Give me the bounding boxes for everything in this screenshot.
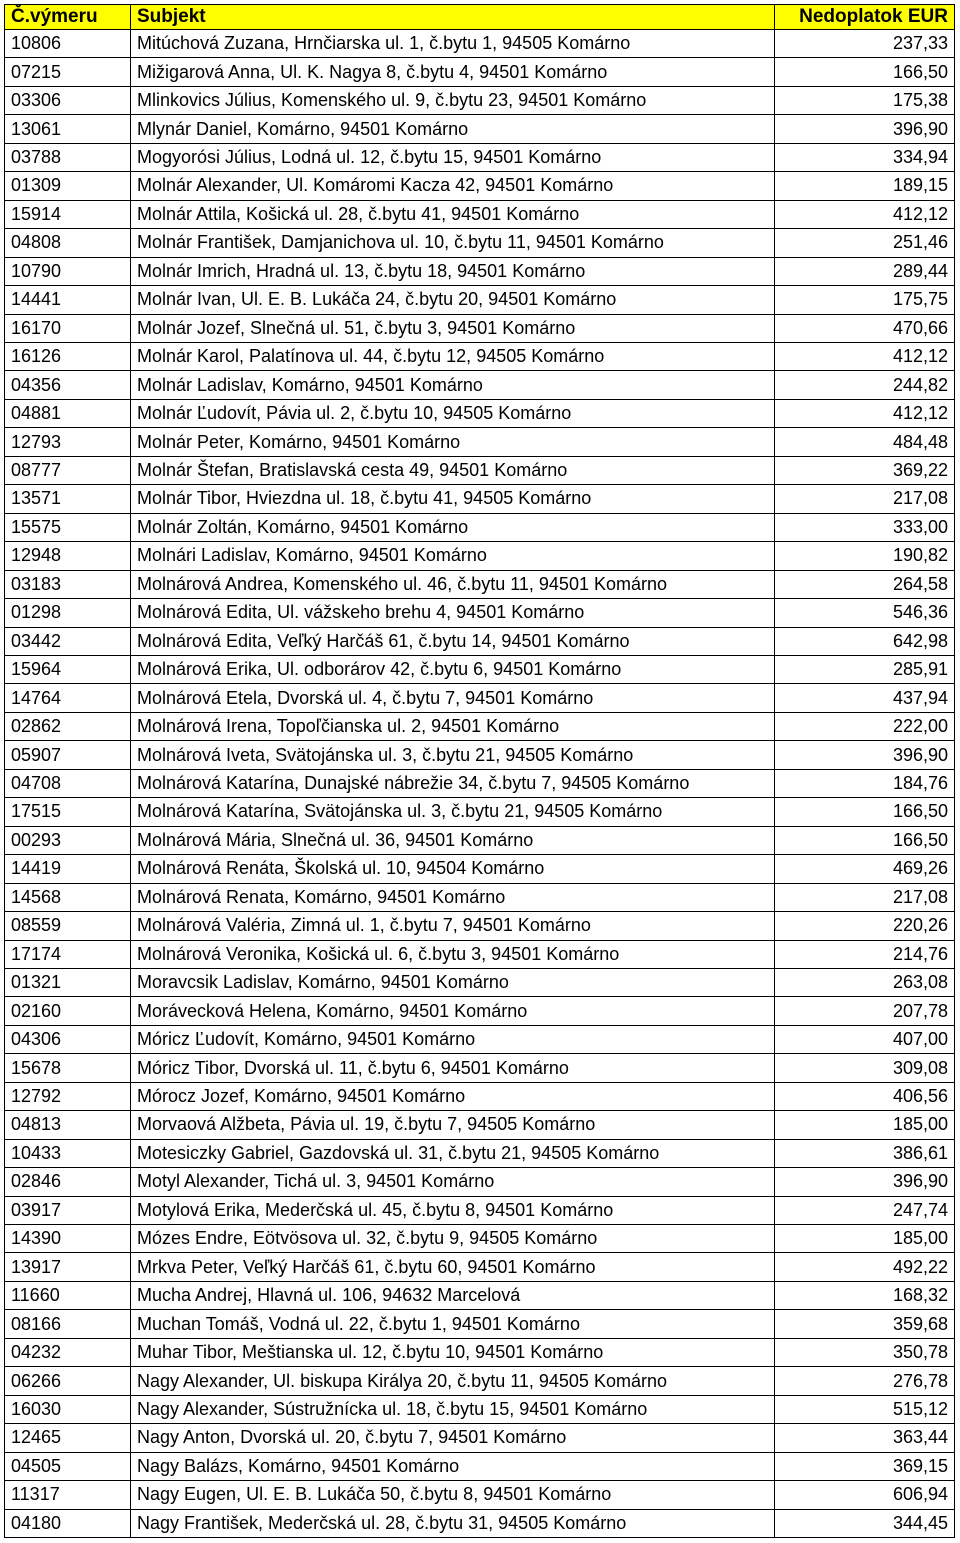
row-subject: Motylová Erika, Mederčská ul. 45, č.bytu 8, 94501 Komárno <box>131 1196 775 1224</box>
row-subject: Móricz Tibor, Dvorská ul. 11, č.bytu 6, 94501 Komárno <box>131 1054 775 1082</box>
row-id: 12792 <box>5 1082 131 1110</box>
row-id: 11660 <box>5 1281 131 1309</box>
row-subject: Mózes Endre, Eötvösova ul. 32, č.bytu 9, 94505 Komárno <box>131 1225 775 1253</box>
table-row <box>5 769 955 797</box>
row-id: 00293 <box>5 826 131 854</box>
row-amount: 168,32 <box>775 1281 955 1309</box>
row-subject: Molnár Štefan, Bratislavská cesta 49, 94501 Komárno <box>131 456 775 484</box>
table-row <box>5 1310 955 1338</box>
row-id: 15575 <box>5 513 131 541</box>
row-subject: Molnárová Irena, Topoľčianska ul. 2, 94501 Komárno <box>131 712 775 740</box>
row-id: 01321 <box>5 968 131 996</box>
table-row <box>5 627 955 655</box>
table-row <box>5 143 955 171</box>
row-amount: 407,00 <box>775 1025 955 1053</box>
row-subject: Molnárová Renáta, Školská ul. 10, 94504 Komárno <box>131 855 775 883</box>
row-id: 08559 <box>5 912 131 940</box>
header-row <box>5 5 955 30</box>
row-amount: 369,15 <box>775 1452 955 1480</box>
row-id: 08777 <box>5 456 131 484</box>
row-subject: Molnárová Erika, Ul. odborárov 42, č.bytu 6, 94501 Komárno <box>131 655 775 683</box>
row-subject: Nagy Balázs, Komárno, 94501 Komárno <box>131 1452 775 1480</box>
table-row <box>5 1253 955 1281</box>
row-subject: Nagy František, Mederčská ul. 28, č.bytu 31, 94505 Komárno <box>131 1509 775 1537</box>
row-id: 08166 <box>5 1310 131 1338</box>
row-id: 04505 <box>5 1452 131 1480</box>
row-subject: Molnár Imrich, Hradná ul. 13, č.bytu 18, 94501 Komárno <box>131 257 775 285</box>
row-amount: 185,00 <box>775 1111 955 1139</box>
row-amount: 263,08 <box>775 968 955 996</box>
table-row <box>5 599 955 627</box>
row-amount: 333,00 <box>775 513 955 541</box>
row-id: 04881 <box>5 399 131 427</box>
row-amount: 276,78 <box>775 1367 955 1395</box>
table-row <box>5 655 955 683</box>
row-amount: 437,94 <box>775 684 955 712</box>
row-id: 13917 <box>5 1253 131 1281</box>
table-row <box>5 456 955 484</box>
row-subject: Molnárová Valéria, Zimná ul. 1, č.bytu 7, 94501 Komárno <box>131 912 775 940</box>
table-row <box>5 883 955 911</box>
header-subject: Subjekt <box>131 5 775 30</box>
row-subject: Mižigarová Anna, Ul. K. Nagya 8, č.bytu 4, 94501 Komárno <box>131 58 775 86</box>
row-amount: 214,76 <box>775 940 955 968</box>
row-amount: 264,58 <box>775 570 955 598</box>
row-amount: 189,15 <box>775 172 955 200</box>
row-subject: Muchan Tomáš, Vodná ul. 22, č.bytu 1, 94501 Komárno <box>131 1310 775 1338</box>
table-row <box>5 1367 955 1395</box>
row-subject: Motyl Alexander, Tichá ul. 3, 94501 Komárno <box>131 1168 775 1196</box>
row-id: 10433 <box>5 1139 131 1167</box>
table-row <box>5 1338 955 1366</box>
row-amount: 190,82 <box>775 542 955 570</box>
row-subject: Molnárová Renata, Komárno, 94501 Komárno <box>131 883 775 911</box>
arrears-table <box>4 4 955 1538</box>
row-amount: 344,45 <box>775 1509 955 1537</box>
row-subject: Mórocz Jozef, Komárno, 94501 Komárno <box>131 1082 775 1110</box>
row-subject: Moravcsik Ladislav, Komárno, 94501 Komárno <box>131 968 775 996</box>
table-row <box>5 997 955 1025</box>
row-subject: Molnár Ladislav, Komárno, 94501 Komárno <box>131 371 775 399</box>
table-row <box>5 229 955 257</box>
row-amount: 244,82 <box>775 371 955 399</box>
row-amount: 606,94 <box>775 1481 955 1509</box>
row-amount: 363,44 <box>775 1424 955 1452</box>
row-subject: Molnárová Mária, Slnečná ul. 36, 94501 Komárno <box>131 826 775 854</box>
table-row <box>5 1196 955 1224</box>
row-amount: 220,26 <box>775 912 955 940</box>
row-amount: 470,66 <box>775 314 955 342</box>
row-amount: 406,56 <box>775 1082 955 1110</box>
table-row <box>5 968 955 996</box>
row-subject: Molnárová Andrea, Komenského ul. 46, č.bytu 11, 94501 Komárno <box>131 570 775 598</box>
row-id: 11317 <box>5 1481 131 1509</box>
row-id: 14568 <box>5 883 131 911</box>
table-row <box>5 58 955 86</box>
table-row <box>5 1054 955 1082</box>
row-id: 06266 <box>5 1367 131 1395</box>
row-subject: Morvaová Alžbeta, Pávia ul. 19, č.bytu 7, 94505 Komárno <box>131 1111 775 1139</box>
row-amount: 359,68 <box>775 1310 955 1338</box>
row-subject: Motesiczky Gabriel, Gazdovská ul. 31, č.bytu 21, 94505 Komárno <box>131 1139 775 1167</box>
row-id: 13061 <box>5 115 131 143</box>
row-subject: Molnárová Etela, Dvorská ul. 4, č.bytu 7, 94501 Komárno <box>131 684 775 712</box>
row-subject: Nagy Anton, Dvorská ul. 20, č.bytu 7, 94501 Komárno <box>131 1424 775 1452</box>
row-amount: 175,38 <box>775 86 955 114</box>
table-row <box>5 115 955 143</box>
row-id: 01298 <box>5 599 131 627</box>
table-row <box>5 1082 955 1110</box>
table-row <box>5 1424 955 1452</box>
row-amount: 412,12 <box>775 342 955 370</box>
table-row <box>5 172 955 200</box>
row-amount: 237,33 <box>775 30 955 58</box>
row-amount: 247,74 <box>775 1196 955 1224</box>
row-id: 10806 <box>5 30 131 58</box>
table-row <box>5 1509 955 1537</box>
row-amount: 184,76 <box>775 769 955 797</box>
row-amount: 412,12 <box>775 200 955 228</box>
table-row <box>5 1168 955 1196</box>
row-id: 03306 <box>5 86 131 114</box>
row-amount: 289,44 <box>775 257 955 285</box>
row-id: 13571 <box>5 485 131 513</box>
row-amount: 515,12 <box>775 1395 955 1423</box>
table-row <box>5 30 955 58</box>
row-amount: 207,78 <box>775 997 955 1025</box>
table-row <box>5 1111 955 1139</box>
row-subject: Molnár Peter, Komárno, 94501 Komárno <box>131 428 775 456</box>
table-row <box>5 314 955 342</box>
row-id: 07215 <box>5 58 131 86</box>
table-header <box>5 5 955 30</box>
row-id: 03442 <box>5 627 131 655</box>
row-subject: Molnár Ivan, Ul. E. B. Lukáča 24, č.bytu 20, 94501 Komárno <box>131 286 775 314</box>
row-amount: 175,75 <box>775 286 955 314</box>
row-subject: Mlynár Daniel, Komárno, 94501 Komárno <box>131 115 775 143</box>
row-id: 15964 <box>5 655 131 683</box>
row-subject: Molnári Ladislav, Komárno, 94501 Komárno <box>131 542 775 570</box>
row-id: 14764 <box>5 684 131 712</box>
row-amount: 185,00 <box>775 1225 955 1253</box>
row-id: 14419 <box>5 855 131 883</box>
row-subject: Mogyorósi Július, Lodná ul. 12, č.bytu 15, 94501 Komárno <box>131 143 775 171</box>
table-row <box>5 371 955 399</box>
row-amount: 396,90 <box>775 741 955 769</box>
row-subject: Molnár Karol, Palatínova ul. 44, č.bytu 12, 94505 Komárno <box>131 342 775 370</box>
row-subject: Mitúchová Zuzana, Hrnčiarska ul. 1, č.bytu 1, 94505 Komárno <box>131 30 775 58</box>
row-amount: 484,48 <box>775 428 955 456</box>
row-amount: 285,91 <box>775 655 955 683</box>
table-row <box>5 940 955 968</box>
table-row <box>5 286 955 314</box>
table-row <box>5 1139 955 1167</box>
row-subject: Morávecková Helena, Komárno, 94501 Komárno <box>131 997 775 1025</box>
table-row <box>5 826 955 854</box>
row-id: 16126 <box>5 342 131 370</box>
table-row <box>5 1281 955 1309</box>
row-amount: 546,36 <box>775 599 955 627</box>
arrears-sheet <box>4 4 955 1538</box>
table-row <box>5 1395 955 1423</box>
row-subject: Nagy Alexander, Sústružnícka ul. 18, č.bytu 15, 94501 Komárno <box>131 1395 775 1423</box>
row-subject: Molnár František, Damjanichova ul. 10, č.bytu 11, 94501 Komárno <box>131 229 775 257</box>
row-id: 04306 <box>5 1025 131 1053</box>
row-id: 04808 <box>5 229 131 257</box>
row-subject: Molnár Alexander, Ul. Komáromi Kacza 42, 94501 Komárno <box>131 172 775 200</box>
row-subject: Molnárová Katarína, Svätojánska ul. 3, č.bytu 21, 94505 Komárno <box>131 798 775 826</box>
row-subject: Móricz Ľudovít, Komárno, 94501 Komárno <box>131 1025 775 1053</box>
row-amount: 166,50 <box>775 826 955 854</box>
table-body <box>5 30 955 1538</box>
row-amount: 334,94 <box>775 143 955 171</box>
table-row <box>5 86 955 114</box>
row-amount: 412,12 <box>775 399 955 427</box>
row-amount: 166,50 <box>775 798 955 826</box>
row-id: 17174 <box>5 940 131 968</box>
row-subject: Nagy Alexander, Ul. biskupa Királya 20, č.bytu 11, 94505 Komárno <box>131 1367 775 1395</box>
row-amount: 217,08 <box>775 485 955 513</box>
row-amount: 309,08 <box>775 1054 955 1082</box>
row-id: 17515 <box>5 798 131 826</box>
row-id: 15678 <box>5 1054 131 1082</box>
table-row <box>5 399 955 427</box>
row-amount: 386,61 <box>775 1139 955 1167</box>
table-row <box>5 1225 955 1253</box>
row-id: 04708 <box>5 769 131 797</box>
row-subject: Muhar Tibor, Meštianska ul. 12, č.bytu 10, 94501 Komárno <box>131 1338 775 1366</box>
row-id: 12948 <box>5 542 131 570</box>
row-id: 16030 <box>5 1395 131 1423</box>
row-id: 03183 <box>5 570 131 598</box>
row-id: 01309 <box>5 172 131 200</box>
row-amount: 251,46 <box>775 229 955 257</box>
header-id: Č.výmeru <box>5 5 131 30</box>
row-amount: 492,22 <box>775 1253 955 1281</box>
row-subject: Molnár Ľudovít, Pávia ul. 2, č.bytu 10, 94505 Komárno <box>131 399 775 427</box>
table-row <box>5 485 955 513</box>
table-row <box>5 428 955 456</box>
row-subject: Molnár Tibor, Hviezdna ul. 18, č.bytu 41, 94505 Komárno <box>131 485 775 513</box>
table-row <box>5 684 955 712</box>
row-subject: Mlinkovics Július, Komenského ul. 9, č.bytu 23, 94501 Komárno <box>131 86 775 114</box>
table-row <box>5 798 955 826</box>
table-row <box>5 542 955 570</box>
row-id: 04232 <box>5 1338 131 1366</box>
row-subject: Molnárová Iveta, Svätojánska ul. 3, č.bytu 21, 94505 Komárno <box>131 741 775 769</box>
row-subject: Molnár Attila, Košická ul. 28, č.bytu 41, 94501 Komárno <box>131 200 775 228</box>
row-amount: 369,22 <box>775 456 955 484</box>
table-row <box>5 855 955 883</box>
row-subject: Molnárová Veronika, Košická ul. 6, č.bytu 3, 94501 Komárno <box>131 940 775 968</box>
row-subject: Mrkva Peter, Veľký Harčáš 61, č.bytu 60, 94501 Komárno <box>131 1253 775 1281</box>
row-id: 12465 <box>5 1424 131 1452</box>
table-row <box>5 1481 955 1509</box>
row-amount: 166,50 <box>775 58 955 86</box>
row-amount: 350,78 <box>775 1338 955 1366</box>
row-amount: 396,90 <box>775 115 955 143</box>
row-id: 15914 <box>5 200 131 228</box>
table-row <box>5 570 955 598</box>
row-amount: 217,08 <box>775 883 955 911</box>
row-id: 04180 <box>5 1509 131 1537</box>
row-amount: 222,00 <box>775 712 955 740</box>
table-row <box>5 257 955 285</box>
header-amount: Nedoplatok EUR <box>775 5 955 30</box>
row-id: 04356 <box>5 371 131 399</box>
row-id: 14390 <box>5 1225 131 1253</box>
row-subject: Molnár Jozef, Slnečná ul. 51, č.bytu 3, 94501 Komárno <box>131 314 775 342</box>
table-row <box>5 342 955 370</box>
table-row <box>5 912 955 940</box>
row-subject: Nagy Eugen, Ul. E. B. Lukáča 50, č.bytu 8, 94501 Komárno <box>131 1481 775 1509</box>
row-subject: Molnárová Edita, Veľký Harčáš 61, č.bytu 14, 94501 Komárno <box>131 627 775 655</box>
table-row <box>5 741 955 769</box>
row-id: 02862 <box>5 712 131 740</box>
table-row <box>5 1452 955 1480</box>
row-id: 02846 <box>5 1168 131 1196</box>
row-id: 10790 <box>5 257 131 285</box>
table-row <box>5 712 955 740</box>
row-id: 16170 <box>5 314 131 342</box>
row-id: 05907 <box>5 741 131 769</box>
row-id: 04813 <box>5 1111 131 1139</box>
row-subject: Molnárová Edita, Ul. vážskeho brehu 4, 94501 Komárno <box>131 599 775 627</box>
table-row <box>5 513 955 541</box>
table-row <box>5 200 955 228</box>
row-amount: 642,98 <box>775 627 955 655</box>
row-subject: Molnárová Katarína, Dunajské nábrežie 34, č.bytu 7, 94505 Komárno <box>131 769 775 797</box>
row-amount: 469,26 <box>775 855 955 883</box>
table-row <box>5 1025 955 1053</box>
row-id: 03788 <box>5 143 131 171</box>
row-id: 12793 <box>5 428 131 456</box>
row-subject: Molnár Zoltán, Komárno, 94501 Komárno <box>131 513 775 541</box>
row-amount: 396,90 <box>775 1168 955 1196</box>
row-id: 03917 <box>5 1196 131 1224</box>
row-id: 14441 <box>5 286 131 314</box>
row-id: 02160 <box>5 997 131 1025</box>
row-subject: Mucha Andrej, Hlavná ul. 106, 94632 Marcelová <box>131 1281 775 1309</box>
